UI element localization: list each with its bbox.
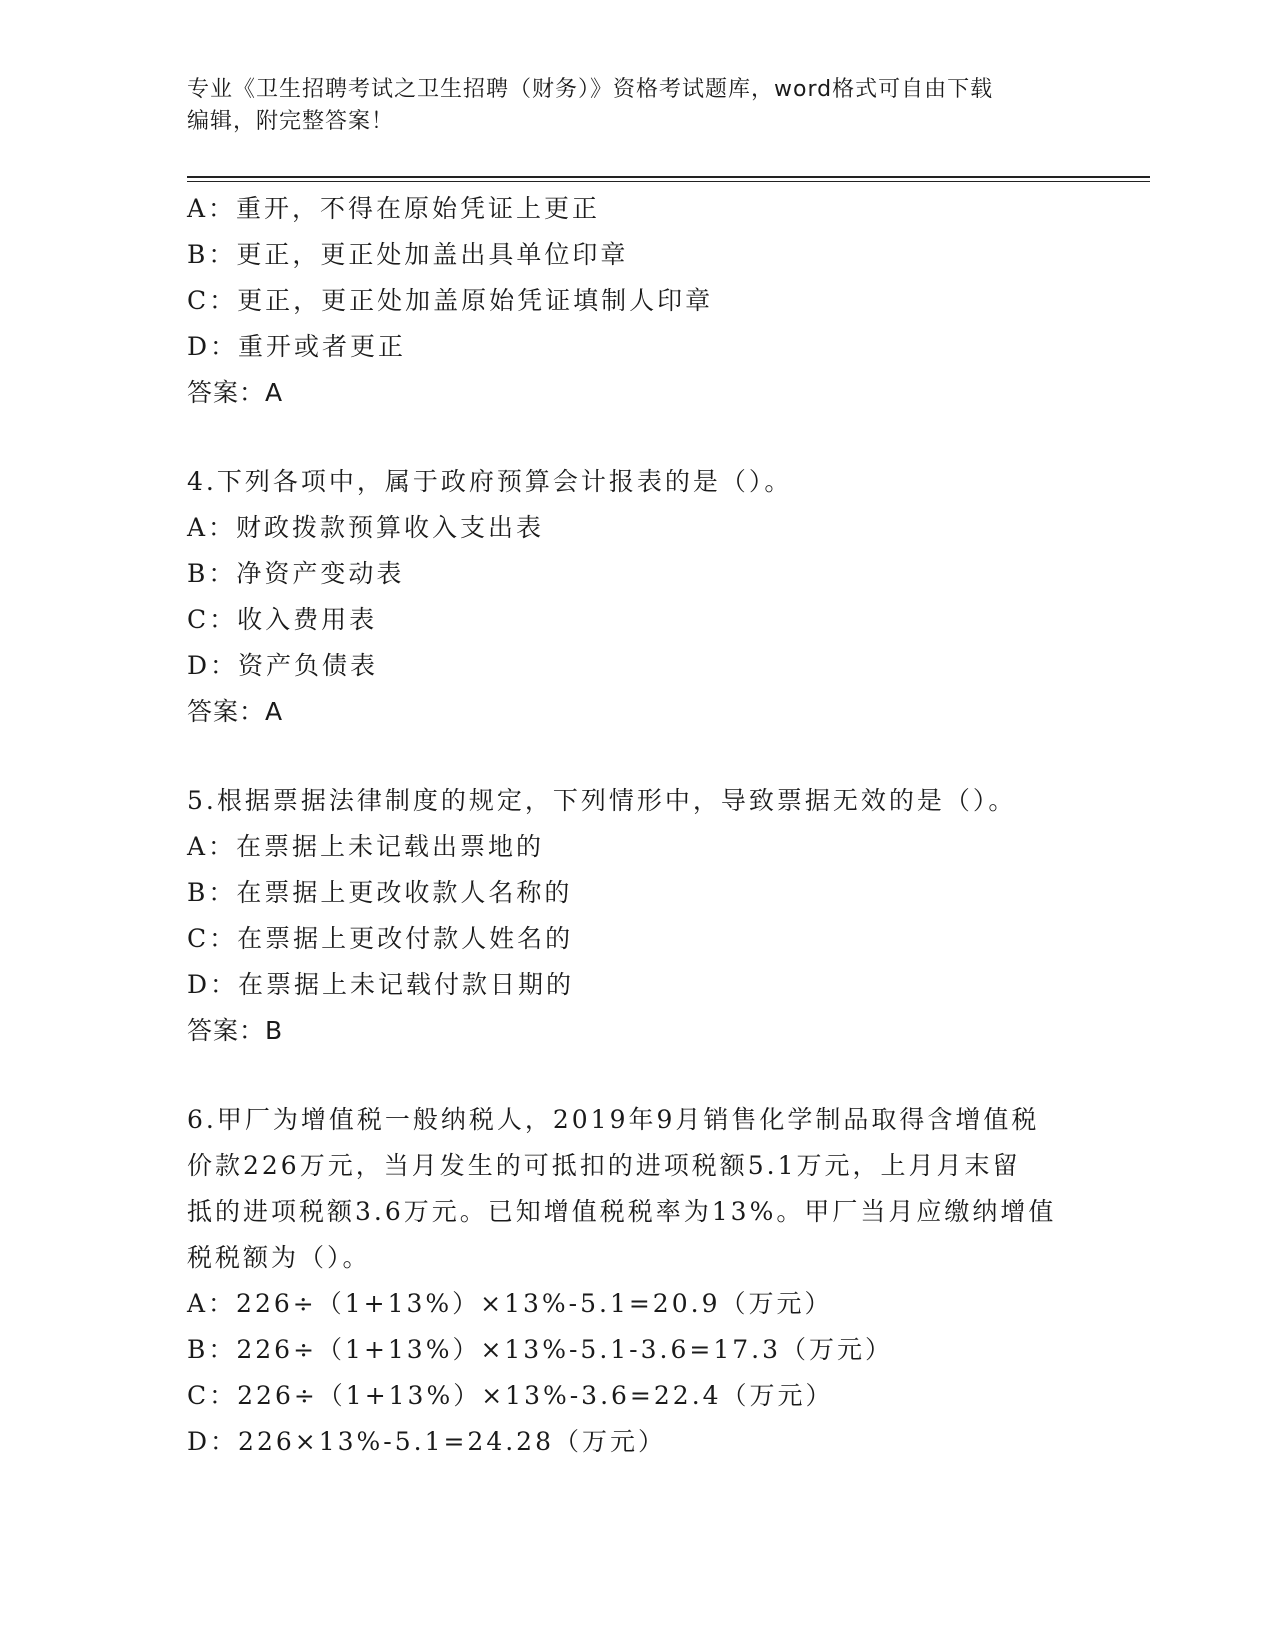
answer-line: 答案：B [187,1016,284,1045]
option-d: D：资产负债表 [187,651,379,680]
option-d: D：226×13%-5.1=24.28（万元） [187,1427,666,1456]
header-line-1: 专业《卫生招聘考试之卫生招聘（财务）》资格考试题库，word格式可自由下载 [187,77,994,102]
option-c: C：收入费用表 [187,605,378,634]
option-b: B：更正，更正处加盖出具单位印章 [187,240,629,269]
option-a: A：在票据上未记载出票地的 [187,832,545,861]
option-a: A：重开，不得在原始凭证上更正 [187,194,601,223]
option-d: D：重开或者更正 [187,332,407,361]
question-list [187,186,1087,1465]
option-c: C：在票据上更改付款人姓名的 [187,924,574,953]
option-b: B：在票据上更改收款人名称的 [187,878,573,907]
option-c: C：226÷（1+13%）×13%-3.6=22.4（万元） [187,1381,834,1410]
question-text: 5.根据票据法律制度的规定，下列情形中，导致票据无效的是（）。 [187,786,1017,815]
answer-line: 答案：A [187,378,284,407]
question-6 [187,1097,1087,1465]
question-5 [187,778,1087,1054]
header-line-2: 编辑，附完整答案！ [187,109,395,134]
question-4 [187,459,1087,735]
option-b: B：226÷（1+13%）×13%-5.1-3.6=17.3（万元） [187,1335,893,1364]
option-b: B：净资产变动表 [187,559,405,588]
option-a: A：226÷（1+13%）×13%-5.1=20.9（万元） [187,1289,833,1318]
answer-line: 答案：A [187,697,284,726]
question-text-line-1: 6.甲厂为增值税一般纳税人，2019年9月销售化学制品取得含增值税 [187,1105,1040,1134]
question-text-line-4: 税税额为（）。 [187,1243,371,1272]
header-divider-thick [187,176,1150,178]
question-3 [187,186,1087,416]
header-divider-thin [187,181,1150,182]
question-text-line-2: 价款226万元，当月发生的可抵扣的进项税额5.1万元，上月月末留 [187,1151,1021,1180]
question-text: 4.下列各项中，属于政府预算会计报表的是（）。 [187,467,793,496]
option-d: D：在票据上未记载付款日期的 [187,970,575,999]
option-c: C：更正，更正处加盖原始凭证填制人印章 [187,286,714,315]
document-header [187,74,1087,138]
option-a: A：财政拨款预算收入支出表 [187,513,545,542]
question-text-line-3: 抵的进项税额3.6万元。已知增值税税率为13%。甲厂当月应缴纳增值 [187,1197,1057,1226]
